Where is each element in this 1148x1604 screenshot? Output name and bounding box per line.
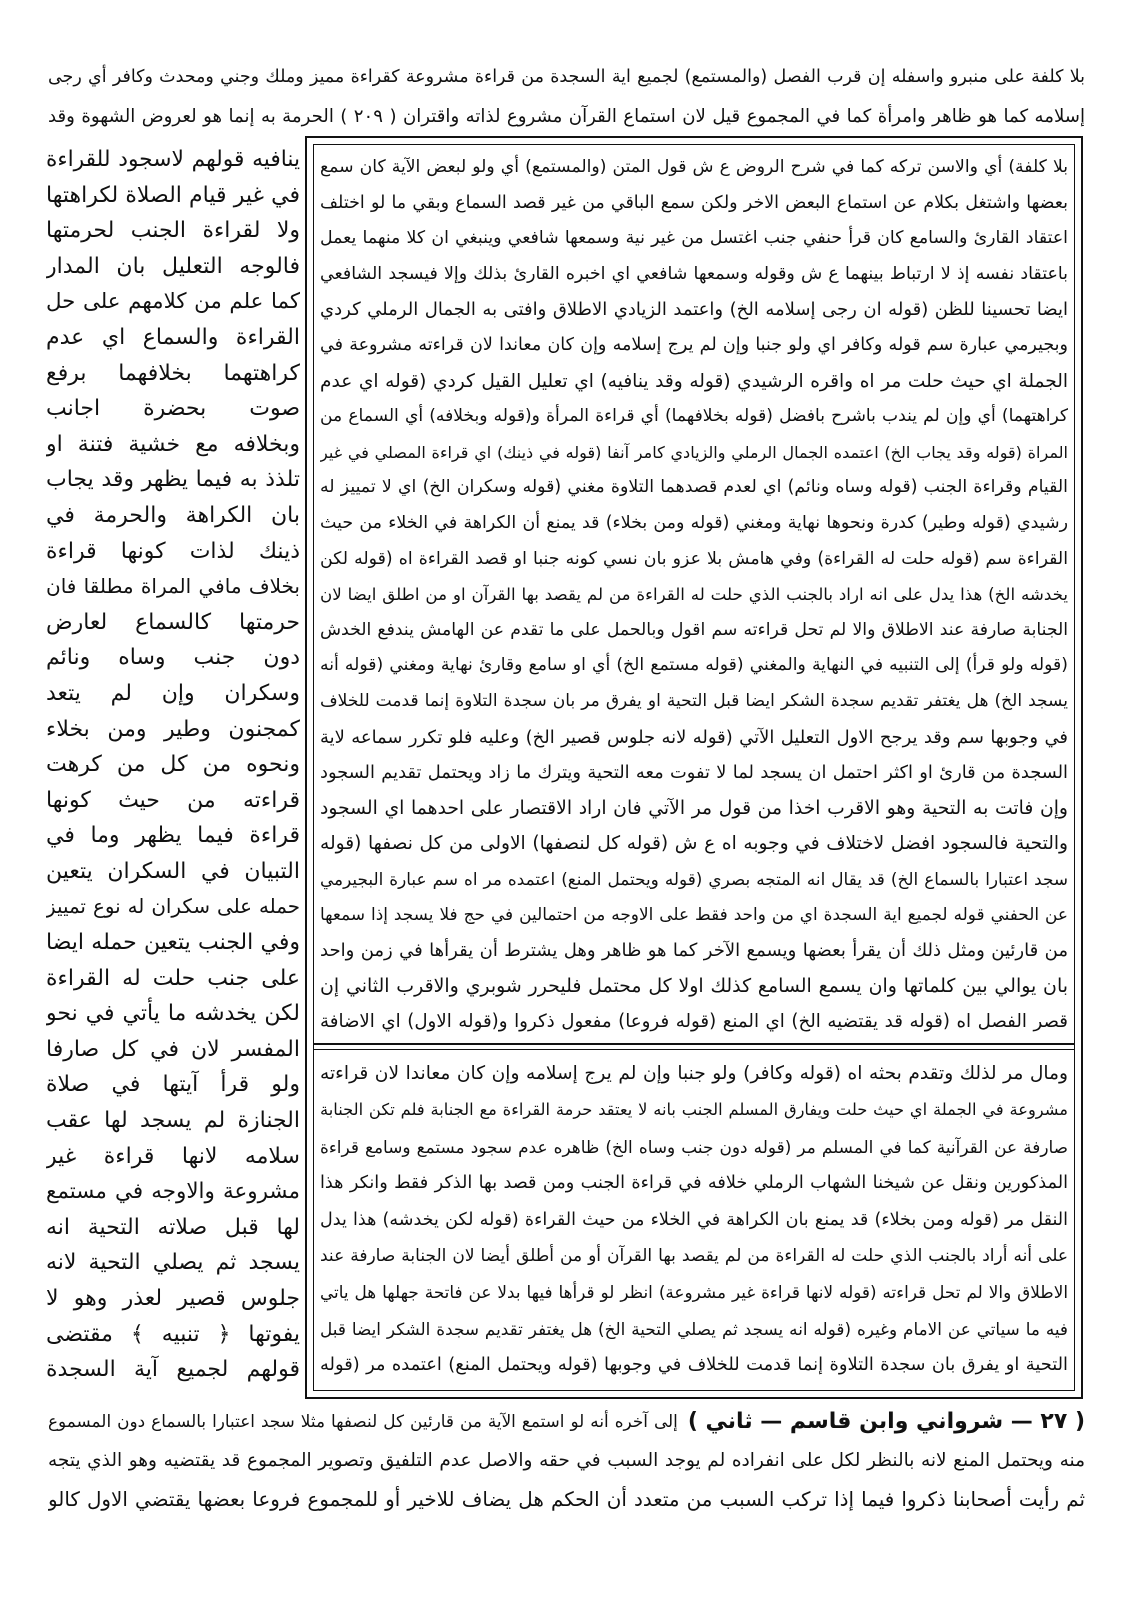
ibn-qasim-line: فيه ما سياتي عن الامام وغيره (قوله انه يسجد ثم يصلي التحية الخ) هل يغتفر تقديم سجدة الشكر ايضا قبل xyxy=(320,1318,1068,1339)
main-text-column-line: ذينك لذات كونها قراءة xyxy=(46,538,300,564)
running-head-row xyxy=(48,1402,1085,1441)
main-text-column-line: صوت بحضرة اجانب xyxy=(46,396,300,422)
main-text-column-line: كراهتهما بخلافهما برفع xyxy=(46,360,300,386)
main-text-column-line: قراءة فيما يظهر وما في xyxy=(46,823,300,849)
shirwani-line: الجنابة صارفة عند الاطلاق والا لم تحل قراءته سم اقول وبالحمل على ما تقدم عن الهامش يندفع الخدش xyxy=(320,619,1068,640)
shirwani-line: كراهتهما) أي وإن لم يندب باشرح بافضل (قوله بخلافهما) أي قراءة المرأة و(قوله وبخلافه) أي السماع من xyxy=(320,406,1068,427)
shirwani-line: ايضا تحسينا للظن (قوله ان رجى إسلامه الخ) واعتمد الزيادي الاطلاق وافتى به الجمال الرملي كردي xyxy=(320,299,1068,321)
main-text-column-line: دون جنب وساه ونائم xyxy=(46,645,300,671)
main-text-column-line: قراءته من حيث كونها xyxy=(46,787,300,813)
shirwani-line: السجدة من قارئ او اكثر احتمل ان يسجد لما لا تفوت معه التحية ويترك ما زاد ويحتمل تقديم السجود xyxy=(320,762,1068,784)
main-text-column-line: وبخلافه مع خشية فتنة او xyxy=(46,431,300,457)
main-text-column-line: بان الكراهة والحرمة في xyxy=(46,502,300,528)
main-text-column-line: في غير قيام الصلاة لكراهتها xyxy=(46,182,300,208)
shirwani-line: والتحية فالسجود افضل لاختلاف في وجوبه اه ع ش (قوله كل لنصفها) الاولى من كل نصفها (قوله xyxy=(320,833,1068,855)
main-text-line: إلى آخره أنه لو استمع الآية من قارئين كل لنصفها مثلا سجد اعتبارا بالسماع دون المسموع xyxy=(48,1411,678,1431)
main-text-line: ثم رأيت أصحابنا ذكروا فيما إذا تركب السبب من متعدد أن الحكم هل يضاف للاخير أو للمجموع فروعا بعضها يقتضي الاول كالو xyxy=(48,1488,1085,1511)
main-text-column-line: وسكران وإن لم يتعد xyxy=(46,680,300,706)
shirwani-line: يسجد الخ) هل يغتفر تقديم سجدة الشكر ايضا قبل التحية او يفرق مر بان سجدة التلاوة إنما قدمت للخلاف xyxy=(320,690,1068,711)
ibn-qasim-line: صارفة عن القرآنية كما في المسلم مر (قوله دون جنب وساه الخ) ظاهره عدم سجود مستمع وسامع قراءة xyxy=(320,1136,1068,1157)
main-text-column-line: المفسر لان في كل صارفا xyxy=(46,1036,300,1062)
shirwani-line: بلا كلفة) أي والاسن تركه كما في شرح الروض ع ش قول المتن (والمستمع) أي ولو لبعض الآية كان سمع xyxy=(320,157,1068,177)
main-text-column-line: لها قبل صلاته التحية انه xyxy=(46,1214,300,1240)
main-text-line: بلا كلفة على منبرو واسفله إن قرب الفصل (والمستمع) لجميع اية السجدة من قراءة مشروعة كقراءة مميز وملك وجني ومحدث وكافر أي رجى xyxy=(48,67,1085,87)
shirwani-line: المراة (قوله وقد يجاب الخ) اعتمده الجمال الرملي والزيادي كامر آنفا (قوله في ذينك) اي قراءة المصلي في غير xyxy=(320,442,1068,462)
shirwani-line: قصر الفصل اه (قوله قد يقتضيه الخ) اي المنع (قوله فروعا) مفعول ذكروا و(قوله الاول) اي الاضافة xyxy=(320,1011,1068,1033)
main-text-column-line: مشروعة والاوجه في مستمع xyxy=(46,1179,300,1205)
main-text-column-line: ينافيه قولهم لاسجود للقراءة xyxy=(46,147,300,172)
shirwani-line: القيام وقراءة الجنب (قوله وساه ونائم) اي لعدم قصدهما التلاوة مغني (قوله وسكران الخ) اي لا تمييز له xyxy=(320,477,1068,498)
shirwani-line: بعضها واشتغل بكلام عن استماع البعض الاخر ولكن سمع الباقي من غير قصد السماع وبقي ما لو اختلف xyxy=(320,192,1068,213)
main-text-column-line: يفوتها ﴿ تنبيه ﴾ مقتضى xyxy=(46,1321,300,1347)
shirwani-line: اعتقاد القارئ والسامع كان قرأ حنفي جنب اغتسل من غير نية وسمعها شافعي وينبغي ان كلا منهما يعمل xyxy=(320,228,1068,249)
shirwani-line: سجد اعتبارا بالسماع الخ) قد يقال انه المتجه بصري (قوله ويحتمل المنع) اعتمده مر اه سم عبارة البجيرمي xyxy=(320,868,1068,889)
ibn-qasim-commentary xyxy=(320,1056,1068,1384)
main-text-top xyxy=(48,58,1085,136)
commentary-divider xyxy=(313,1043,1075,1045)
main-text-column-line: يسجد ثم يصلي التحية لانه xyxy=(46,1250,300,1276)
shirwani-line: وإن فاتت به التحية وهو الاقرب اخذا من قول مر الآتي فان اراد الاقتصار على احدهما اي السجود xyxy=(320,797,1068,819)
ibn-qasim-line: الاطلاق والا لم تحل قراءته (قوله لانها قراءة غير مشروعة) انظر لو قرأها فيها بدلا عن فاتحة جهلها هل ياتي xyxy=(320,1282,1068,1303)
shirwani-line: الجملة اي حيث حلت مر اه واقره الرشيدي (قوله وقد ينافيه) اي تعليل القيل كردي (قوله اي عدم xyxy=(320,370,1068,392)
shirwani-line: رشيدي (قوله وطير) كدرة ونحوها نهاية ومغني (قوله ومن بخلاء) قد يمنع أن الكراهة في الخلاء من حيث xyxy=(320,512,1068,533)
main-text-column-line: القراءة والسماع اي عدم xyxy=(46,324,300,350)
main-text-column-line: كمجنون وطير ومن بخلاء xyxy=(46,716,300,742)
main-text-column-line: ونحوه من كل من كرهت xyxy=(46,752,300,778)
main-text-line: منه ويحتمل المنع لانه بالنظر لكل على انفراده لم يوجد السبب في حقه والاصل عدم التلفيق وتصوير المجموع قد يقتضيه وهو الذي يتجه xyxy=(48,1450,1085,1471)
main-text-column-line: كما علم من كلامهم على حل xyxy=(46,289,300,315)
ibn-qasim-line: التحية او يفرق بان سجدة التلاوة إنما قدمت للخلاف في وجوبها (قوله ويحتمل المنع) اعتمده مر (قوله xyxy=(320,1354,1068,1376)
shirwani-line: يخدشه الخ) هذا يدل على انه اراد بالجنب الذي حلت له القراءة من لم يقصد بها القرآن او من اطلق ايضا لان xyxy=(320,585,1068,605)
shirwani-line: القراءة سم (قوله حلت له القراءة) وفي هامش بلا عزو بان نسي كونه جنبا او قصد القراءة اه (قوله لكن xyxy=(320,548,1068,569)
main-text-bottom xyxy=(48,1441,1085,1519)
shirwani-line: في وجوبها سم وقد يرجح الاول التعليل الآتي (قوله لانه جلوس قصير الخ) وعليه فلو تكرر سماعه لاية xyxy=(320,726,1068,748)
main-text-column-line: على جنب حلت له القراءة xyxy=(46,965,300,991)
shirwani-commentary xyxy=(320,150,1068,1040)
ibn-qasim-line: مشروعة في الجملة اي حيث حلت ويفارق المسلم الجنب بانه لا يعتقد حرمة القراءة مع الجنابة فلم تكن الجنابة xyxy=(320,1100,1068,1120)
ibn-qasim-line: النقل مر (قوله ومن بخلاء) قد يمنع بان الكراهة في الخلاء من حيث القراءة (قوله لكن يخدشه) هذا يدل xyxy=(320,1209,1068,1230)
main-text-column-line: سلامه لانها قراءة غير xyxy=(46,1143,300,1169)
shirwani-line: باعتقاد نفسه إذ لا ارتباط بينهما ع ش وقوله وسمعها شافعي اي اخبره القارئ بذلك وإلا فيسجد الشافعي xyxy=(320,263,1068,284)
shirwani-line: بان يوالي بين كلماتها وان يسمع السامع كذلك اولا كل محتمل فليحرر شوبري والاقرب الثاني إن xyxy=(320,974,1068,997)
ibn-qasim-line: المذكورين ونقل عن شيخنا الشهاب الرملي خلافه في قراءة الجنب ومن قصد بها الذكر فقط وانكر هذا xyxy=(320,1173,1068,1194)
shirwani-line: (قوله ولو قرأ) إلى التنبيه في النهاية والمغني (قوله مستمع الخ) أي او سامع وقارئ نهاية ومغني (قوله أنه xyxy=(320,655,1068,676)
main-text-column-line: التبيان في السكران يتعين xyxy=(46,858,300,884)
shirwani-line: من قارئين ومثل ذلك أن يقرأ بعضها ويسمع الآخر كما هو ظاهر وهل يشترط أن يقرأها في زمن واحد xyxy=(320,940,1068,962)
running-head: ( ٢٧ — شرواني وابن قاسم — ثاني ) xyxy=(687,1409,1085,1434)
ibn-qasim-line: ومال مر لذلك وتقدم بحثه اه (قوله وكافر) ولو جنبا وإن لم يرج إسلامه وإن كان معاندا لان قراءته xyxy=(320,1063,1068,1084)
main-text-column-line: تلذذ به فيما يظهر وقد يجاب xyxy=(46,467,300,493)
main-text-column xyxy=(46,142,300,1388)
main-text-column-line: ولو قرأ آيتها في صلاة xyxy=(46,1072,300,1098)
main-text-column-line: الجنازة لم يسجد لها عقب xyxy=(46,1108,300,1134)
commentary-divider-inner xyxy=(313,1049,1075,1050)
main-text-line: إسلامه كما هو ظاهر وامرأة كما في المجموع قيل لان استماع القرآن مشروع لذاته واقتران ( ٢٠٩ ) الحرمة به إنما هو لعروض الشهوة وقد xyxy=(48,106,1085,127)
ibn-qasim-line: على أنه أراد بالجنب الذي حلت له القراءة من لم يقصد بها القرآن أو من أطلق أيضا لان الجنابة صارفة عند xyxy=(320,1245,1068,1266)
main-text-column-line: جلوس قصير لعذر وهو لا xyxy=(46,1286,300,1311)
main-text-column-line: وفي الجنب يتعين حمله ايضا xyxy=(46,930,300,956)
main-text-column-line: فالوجه التعليل بان المدار xyxy=(46,253,300,279)
shirwani-line: وبجيرمي عبارة سم قوله وكافر اي ولو جنبا وإن لم يرج إسلامه وإن كان معاندا لان قراءته مشروعة في xyxy=(320,334,1068,355)
shirwani-line: عن الحفني قوله لجميع اية السجدة اي من واحد فقط على الاوجه من احتمالين في حج فلا يسجد إذا سمعها xyxy=(320,904,1068,925)
main-text-column-line: ولا لقراءة الجنب لحرمتها xyxy=(46,218,300,244)
main-text-column-line: قولهم لجميع آية السجدة xyxy=(46,1357,300,1383)
main-text-column-line: بخلاف مافي المراة مطلقا فان xyxy=(46,574,300,599)
main-text-column-line: لكن يخدشه ما يأتي في نحو xyxy=(46,1001,300,1027)
main-text-column-line: حرمتها كالسماع لعارض xyxy=(46,609,300,635)
main-text-column-line: حمله على سكران له نوع تمييز xyxy=(46,895,300,919)
